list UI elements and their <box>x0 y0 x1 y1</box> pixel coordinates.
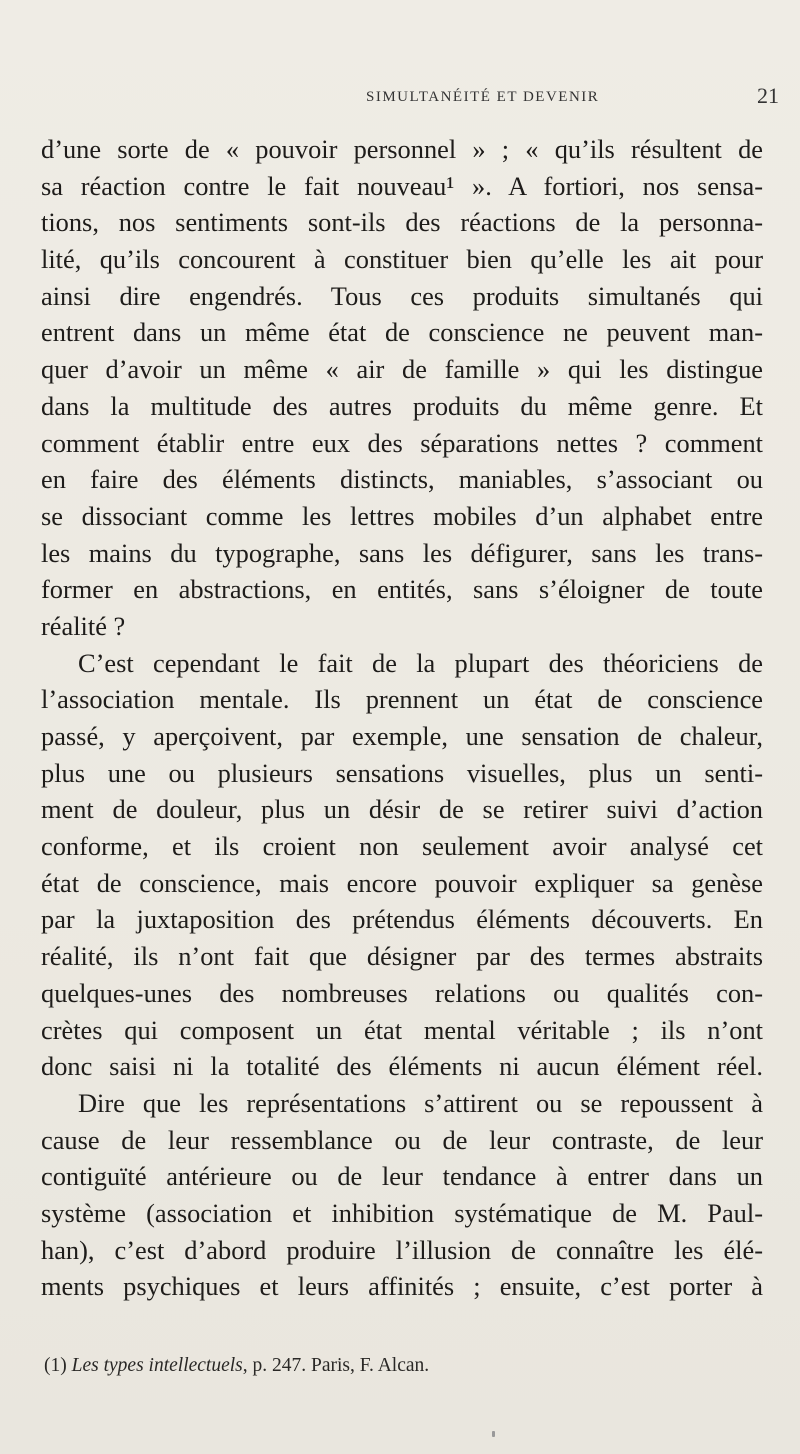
footnote-marker: (1) <box>44 1355 67 1376</box>
text-line: contiguïté antérieure ou de leur tendance à entrer dans un <box>41 1161 763 1192</box>
text-line: en faire des éléments distincts, maniables, s’associant ou <box>41 464 763 495</box>
ink-speck <box>492 1431 495 1437</box>
text-line: système (association et inhibition systématique de M. Paul- <box>41 1197 763 1228</box>
text-line: entrent dans un même état de conscience ne peuvent man- <box>41 317 763 348</box>
text-line: réalité ? <box>41 610 126 641</box>
text-line: plus une ou plusieurs sensations visuelles, plus un senti- <box>41 757 763 788</box>
text-line: comment établir entre eux des séparations nettes ? comment <box>41 427 763 458</box>
footnote-citation: , p. 247. Paris, F. Alcan. <box>242 1355 430 1376</box>
body-text <box>41 131 763 1305</box>
text-line: se dissociant comme les lettres mobiles d’un alphabet entre <box>41 500 763 531</box>
text-line: cause de leur ressemblance ou de leur contraste, de leur <box>41 1124 763 1155</box>
text-line: les mains du typographe, sans les défigurer, sans les trans- <box>41 537 763 568</box>
text-line: l’association mentale. Ils prennent un état de conscience <box>41 684 763 715</box>
text-line: C’est cependant le fait de la plupart des théoriciens de <box>78 647 763 678</box>
text-line: quelques-unes des nombreuses relations ou qualités con- <box>41 977 763 1008</box>
footnote <box>44 1355 429 1377</box>
text-line: donc saisi ni la totalité des éléments ni aucun élément réel. <box>41 1051 763 1082</box>
page-number: 21 <box>757 83 779 108</box>
text-line: quer d’avoir un même « air de famille » qui les distingue <box>41 354 763 385</box>
text-line: passé, y aperçoivent, par exemple, une sensation de chaleur, <box>41 721 763 751</box>
text-line: ainsi dire engendrés. Tous ces produits simultanés qui <box>41 280 763 311</box>
text-line: réalité, ils n’ont fait que désigner par des termes abstraits <box>41 941 763 972</box>
text-line: crètes qui composent un état mental véritable ; ils n’ont <box>41 1014 763 1045</box>
text-line: han), c’est d’abord produire l’illusion de connaître les élé- <box>41 1234 763 1265</box>
footnote-title: Les types intellectuels <box>71 1355 243 1376</box>
text-line: état de conscience, mais encore pouvoir expliquer sa genèse <box>41 867 763 898</box>
text-line: former en abstractions, en entités, sans s’éloigner de toute <box>41 574 763 605</box>
text-line: Dire que les représentations s’attirent ou se repoussent à <box>78 1087 763 1118</box>
text-line: d’une sorte de « pouvoir personnel » ; « qu’ils résultent de <box>41 134 763 164</box>
running-head: SIMULTANÉITÉ ET DEVENIR <box>366 89 600 105</box>
text-line: tions, nos sentiments sont-ils des réactions de la personna- <box>41 207 763 238</box>
text-line: dans la multitude des autres produits du même genre. Et <box>41 390 763 421</box>
text-line: sa réaction contre le fait nouveau¹ ». A fortiori, nos sensa- <box>41 170 763 201</box>
text-line: conforme, et ils croient non seulement avoir analysé cet <box>41 831 763 862</box>
text-line: par la juxtaposition des prétendus éléments découverts. En <box>41 904 763 935</box>
text-line: ment de douleur, plus un désir de se retirer suivi d’action <box>41 794 763 825</box>
text-line: lité, qu’ils concourent à constituer bien qu’elle les ait pour <box>41 244 763 275</box>
text-line: ments psychiques et leurs affinités ; ensuite, c’est porter à <box>41 1271 763 1302</box>
